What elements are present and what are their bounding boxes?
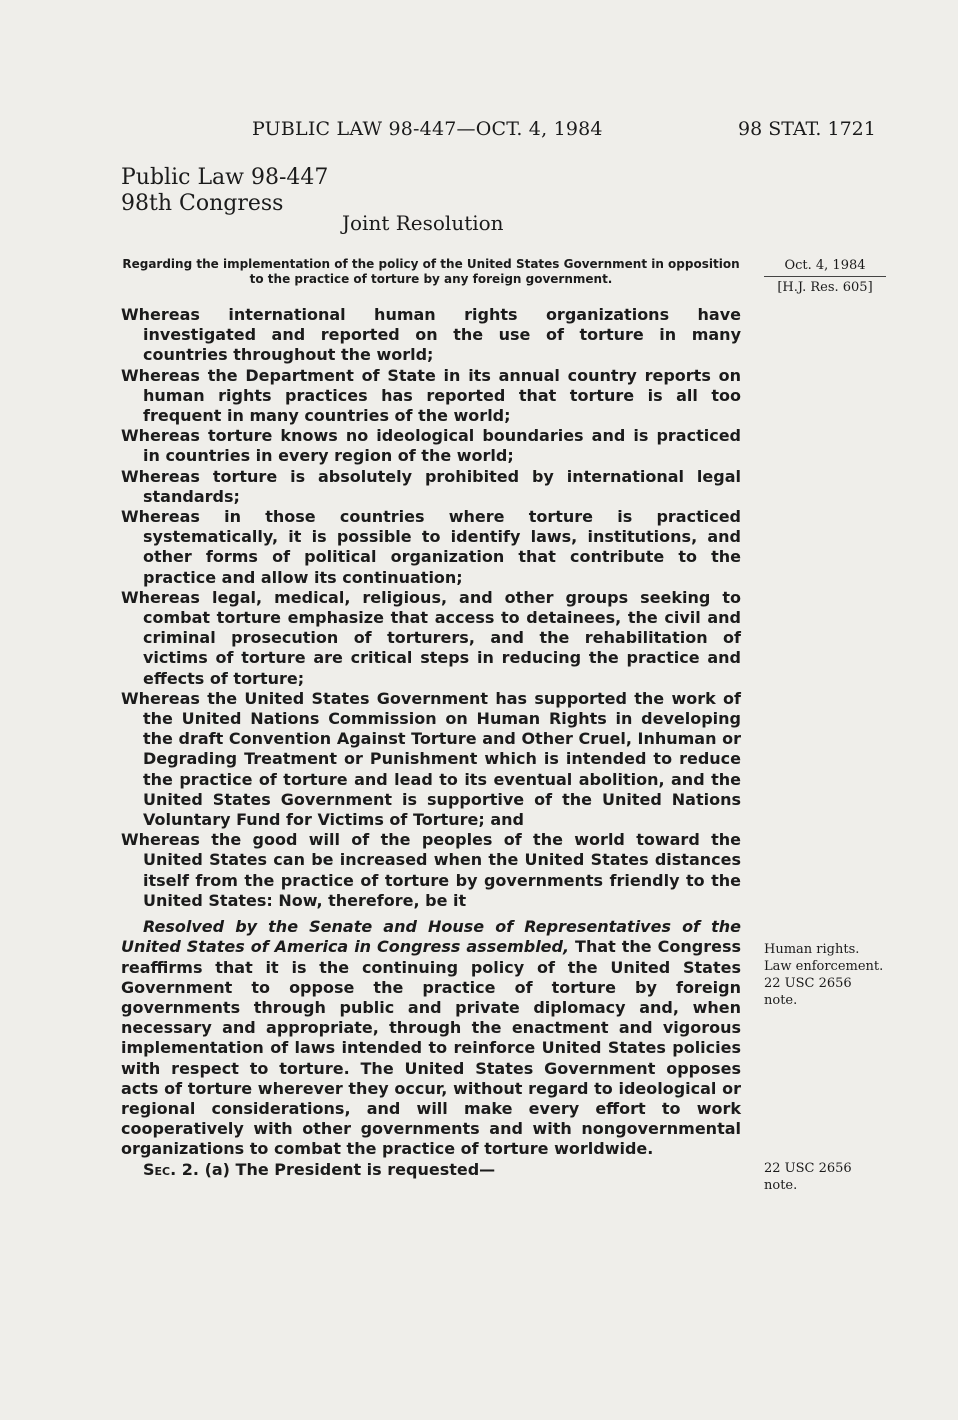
- resolved-text: That the Congress reaffirms that it is the continuing policy of the United States Government to oppose the practice of torture by foreign governments through public and private diplomacy and, when necessary and appropriate, through the enactment and vigorous implementation of laws intended to reinforce United States policies with respect to torture. The United States Government opposes acts of torture wherever they occur, without regard to ideological or regional considerations, and will make every effort to work cooperatively with other governments and with nongovernmental organizations to combat the practice of torture worldwide.: [121, 937, 741, 1159]
- margin-note-section-2: 22 USC 2656 note.: [764, 1161, 852, 1193]
- resolution-body: [121, 305, 741, 1180]
- whereas-clause: Whereas in those countries where torture is practiced systematically, it is possible to identify laws, institutions, and other forms of political organization that contribute to the practice and allow its continuation;: [121, 507, 741, 587]
- resolved-paragraph: [121, 917, 741, 1159]
- enacting-clause: Resolved by the Senate and House of Representatives of the United States of America in Congress assembled,: [121, 917, 741, 957]
- enactment-date: Oct. 4, 1984: [784, 258, 866, 273]
- purpose-statement: Regarding the implementation of the policy of the United States Government in opposition to the practice of torture by any foreign government.: [122, 257, 740, 286]
- margin-note-topics: [764, 941, 884, 1009]
- running-head: PUBLIC LAW 98-447—OCT. 4, 1984: [252, 118, 603, 140]
- section-label: Sec.: [143, 1159, 177, 1179]
- whereas-clause: Whereas international human rights organizations have investigated and reported on the use of torture in many countries throughout the world;: [121, 305, 741, 365]
- whereas-clause: Whereas the Department of State in its annual country reports on human rights practices has reported that torture is all too frequent in many countries of the world;: [121, 365, 741, 426]
- whereas-clause: Whereas torture knows no ideological boundaries and is practiced in countries in every region of the world;: [121, 426, 741, 466]
- section-2-heading: [121, 1160, 741, 1180]
- whereas-clause: Whereas legal, medical, religious, and other groups seeking to combat torture emphasize that access to detainees, the civil and criminal prosecution of torturers, and the rehabilitation of victims of torture are critical steps in reducing the practice and effects of torture;: [121, 587, 741, 688]
- margin-note-citation: 22 USC 2656 note.: [764, 976, 852, 1008]
- law-title-block: [121, 165, 328, 217]
- whereas-clause: Whereas torture is absolutely prohibited by international legal standards;: [121, 466, 741, 506]
- whereas-clauses: [121, 305, 741, 911]
- margin-date-block: [762, 256, 888, 297]
- congress: 98th Congress: [121, 191, 284, 216]
- stat-citation: 98 STAT. 1721: [738, 118, 876, 140]
- whereas-clause: Whereas the good will of the peoples of the world toward the United States can be increased when the United States distances itself from the practice of torture by governments friendly to the United States: Now, therefore, be it: [121, 830, 741, 910]
- law-number: Public Law 98-447: [121, 165, 329, 190]
- bill-number: [H.J. Res. 605]: [777, 280, 873, 295]
- margin-note-topic: Law enforcement.: [764, 959, 884, 974]
- whereas-clause: Whereas the United States Government has supported the work of the United Nations Commission on Human Rights in developing the draft Convention Against Torture and Other Cruel, Inhuman or Degrading Treatment or Punishment which is intended to reduce the practice of torture and lead to its eventual abolition, and the United States Government is supportive of the United Nations Voluntary Fund for Victims of Torture; and: [121, 688, 741, 830]
- resolution-type: Joint Resolution: [342, 211, 504, 235]
- margin-note-topic: Human rights.: [764, 942, 860, 957]
- margin-rule: [764, 276, 886, 277]
- section-2-text: 2. (a) The President is requested—: [181, 1159, 496, 1179]
